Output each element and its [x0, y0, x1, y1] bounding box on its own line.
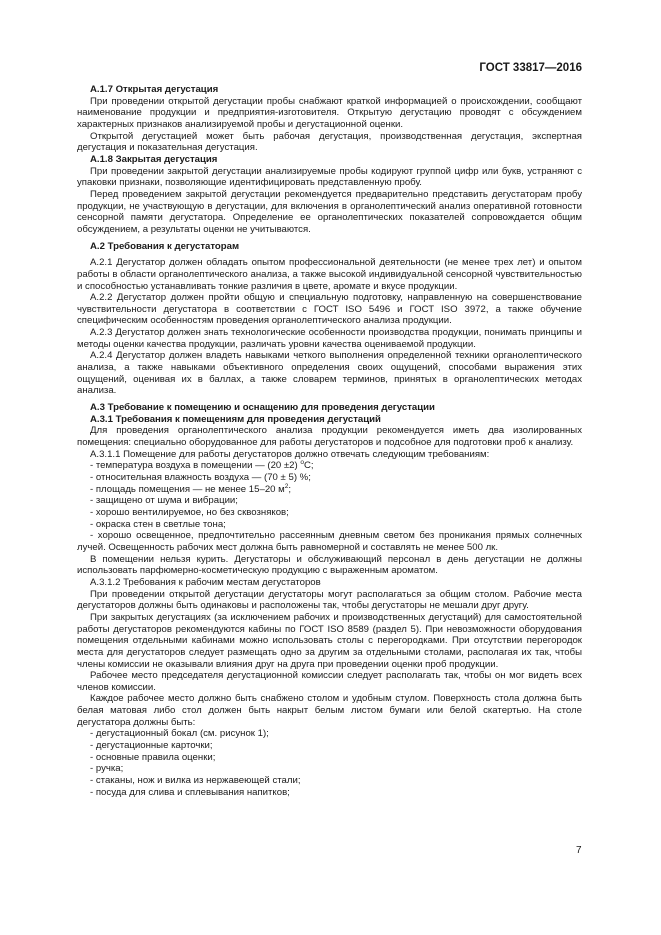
list-item — [77, 775, 582, 787]
paragraph — [77, 693, 582, 728]
paragraph — [77, 612, 582, 670]
page-number: 7 — [576, 845, 582, 856]
list-item — [77, 763, 582, 775]
text-run: При закрытых дегустациях (за исключением рабочих и производственных дегустаций) для самостоятельной работы дегустаторов рекомендуются кабины по ГОСТ ISO 8589 (раздел 5). При невозможности оборудования помещения отдельными кабинами можно использовать столы с перегородками. При отсутствии перегородок места для дегустаторов следует размещать одно за другим за отдельными столами, располагая их так, чтобы члены комиссии не оказывали влияния друг на друга при проведении оценки проб продукции. — [77, 611, 582, 670]
list-item — [77, 495, 582, 507]
section-heading — [77, 84, 582, 96]
paragraph — [77, 327, 582, 350]
text-run: При проведении открытой дегустации пробы снабжают краткой информацией о происхождении, сообщают наименование продукции и предприятия-изготовителя. Открытую дегустацию проводят с обсуждением характерных признаков анализируемой пробы и дегустационной оценки. — [77, 95, 582, 130]
section-heading — [77, 154, 582, 166]
list-item — [77, 460, 582, 472]
text-run: Перед проведением закрытой дегустации рекомендуется предварительно представить дегустаторам пробу продукции, не участвующую в дегустации, для включения в органолептический анализ оперативной готовности сенсорной памяти дегустатора. Определение ее органолептических показателей сопровождается общим обсуждением, а результаты оценки не учитываются. — [77, 188, 582, 235]
text-run: - температура воздуха в помещении — (20 ±2) — [90, 460, 301, 472]
paragraph — [77, 257, 582, 292]
text-run: А.2.3 Дегустатор должен знать технологические особенности производства продукции, понимать принципы и методы оценки качества продукции, различать уровни качества оцениваемой продукции. — [77, 327, 582, 350]
text-run: А.2 Требования к дегустаторам — [90, 240, 240, 252]
page-header-standard-number: ГОСТ 33817—2016 — [479, 62, 582, 74]
section-heading — [77, 402, 582, 414]
text-run: А.2.4 Дегустатор должен владеть навыками четкого выполнения определенной техники органолептического анализа, а также навыками объективного определения своих ощущений, способами выражения этих ощущений, оценивая их в баллах, а также словарем терминов, принятых в органолептических методах анализа. — [77, 350, 582, 397]
text-run: А.1.8 Закрытая дегустация — [90, 153, 218, 165]
list-item — [77, 507, 582, 519]
text-run: Для проведения органолептического анализа продукции рекомендуется иметь два изолированных помещения: специально оборудованное для работы дегустаторов и подсобное для подготовки проб к анализу. — [77, 425, 582, 449]
paragraph — [77, 131, 582, 154]
list-item — [77, 740, 582, 752]
paragraph — [77, 577, 582, 589]
text-run: Каждое рабочее место должно быть снабжено столом и удобным стулом. Поверхность стола должна быть белая матовая либо стол должен быть накрыт белым листом бумаги или белой скатертью. На столе дегустатора должны быть: — [77, 693, 582, 728]
text-run: А.2.2 Дегустатор должен пройти общую и специальную подготовку, направленную на совершенствование чувствительности дегустатора в соответствии с ГОСТ ISO 5496 и ГОСТ ISO 3972, а также обучение специфическим особенностям проведения органолептического анализа продукции. — [77, 292, 582, 327]
document-body — [77, 84, 582, 798]
section-heading — [77, 414, 582, 426]
list-item — [77, 484, 582, 496]
text-run: - ручка; — [90, 763, 124, 775]
text-run: - посуда для слива и сплевывания напитков; — [90, 786, 290, 798]
text-run: А.3.1.2 Требования к рабочим местам дегустаторов — [90, 576, 321, 588]
text-run: А.1.7 Открытая дегустация — [90, 84, 219, 95]
paragraph — [77, 589, 582, 612]
paragraph — [77, 530, 582, 553]
list-item — [77, 752, 582, 764]
superscript: 2 — [284, 482, 289, 490]
text-run: А.3.1 Требования к помещениям для проведения дегустаций — [90, 413, 381, 425]
list-item — [77, 787, 582, 799]
paragraph — [77, 189, 582, 236]
paragraph — [77, 425, 582, 448]
text-run: - хорошо вентилируемое, но без сквозняков; — [90, 506, 289, 518]
text-run: В помещении нельзя курить. Дегустаторы и обслуживающий персонал в день дегустации не должны использовать парфюмерно-косметическую продукцию с выраженным ароматом. — [77, 553, 582, 577]
text-run: - хорошо освещенное, предпочтительно рассеянным дневным светом без проникания прямых солнечных лучей. Освещенность рабочих мест должна быть равномерной и составлять не менее 500 лк. — [77, 530, 582, 553]
superscript: о — [300, 459, 304, 467]
text-run-tail: ; — [288, 483, 292, 495]
text-run: - относительная влажность воздуха — (70 ± 5) %; — [90, 472, 311, 483]
text-run: - защищено от шума и вибрации; — [90, 495, 238, 507]
text-run: А.2.1 Дегустатор должен обладать опытом профессиональной деятельности (не менее трех лет) и опытом работы в области органолептического анализа, а также высокой индивидуальной сенсорной чувствительностью и способностью устанавливать тонкие различия в цвете, аромате и вкусе продукции. — [77, 257, 582, 292]
paragraph — [77, 166, 582, 189]
text-run: - основные правила оценки; — [90, 751, 216, 763]
text-run: - площадь помещения — не менее 15–20 м — [90, 483, 285, 495]
text-run: А.3 Требование к помещению и оснащению для проведения дегустации — [90, 402, 435, 414]
text-run: Рабочее место председателя дегустационной комиссии следует располагать так, чтобы он мог видеть всех членов комиссии. — [77, 670, 582, 693]
paragraph — [77, 350, 582, 397]
paragraph — [77, 554, 582, 577]
section-heading — [77, 241, 582, 253]
paragraph — [77, 670, 582, 693]
list-item — [77, 472, 582, 484]
text-run: - дегустационные карточки; — [90, 740, 213, 752]
text-run-tail: С; — [304, 460, 314, 472]
text-run: - дегустационный бокал (см. рисунок 1); — [90, 728, 269, 740]
text-run: При проведении открытой дегустации дегустаторы могут располагаться за общим столом. Рабочие места дегустаторов должны быть одинаковы и расположены так, чтобы дегустаторы не мешали друг другу. — [77, 588, 582, 612]
text-run: Открытой дегустацией может быть рабочая дегустация, производственная дегустация, экспертная дегустация и показательная дегустация. — [77, 130, 582, 154]
list-item — [77, 519, 582, 531]
paragraph — [77, 292, 582, 327]
text-run: А.3.1.1 Помещение для работы дегустаторов должно отвечать следующим требованиям: — [90, 448, 490, 460]
text-run: - окраска стен в светлые тона; — [90, 518, 226, 530]
list-item — [77, 728, 582, 740]
text-run: - стаканы, нож и вилка из нержавеющей стали; — [90, 775, 301, 787]
paragraph — [77, 96, 582, 131]
text-run: При проведении закрытой дегустации анализируемые пробы кодируют группой цифр или букв, устраняют с упаковки признаки, позволяющие идентифицировать представленную пробу. — [77, 165, 582, 189]
paragraph — [77, 449, 582, 461]
